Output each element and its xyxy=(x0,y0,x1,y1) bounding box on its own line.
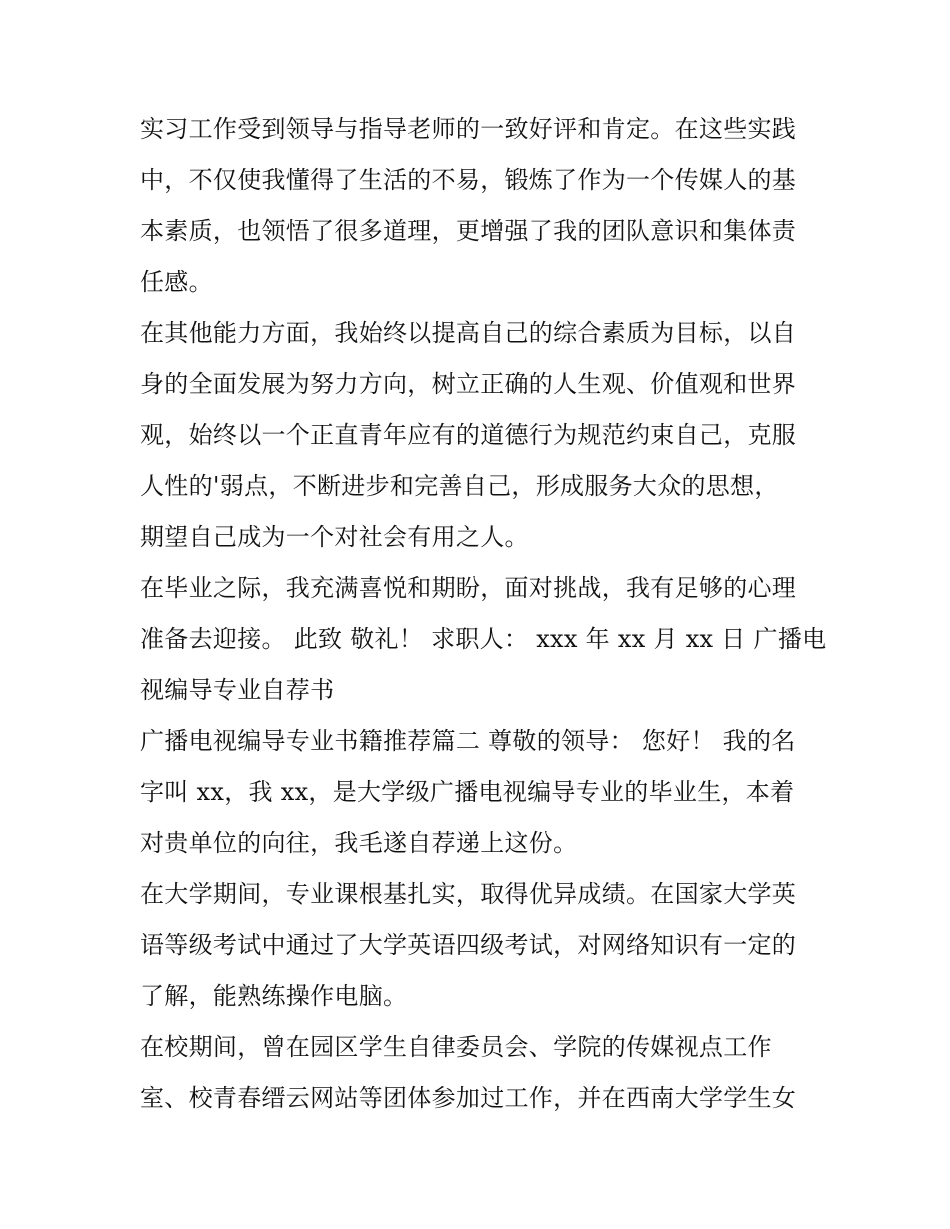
text-line: 视编导专业自荐书 xyxy=(140,676,335,704)
text-line: 在校期间，曾在园区学生自律委员会、学院的传媒视点工作 xyxy=(140,1033,772,1061)
text-line: 任感。 xyxy=(140,268,213,296)
text-line: 人性的'弱点，不断进步和完善自己，形成服务大众的思想， xyxy=(140,472,779,500)
text-line: 室、校青春缙云网站等团体参加过工作，并在西南大学学生女 xyxy=(140,1084,797,1112)
text-line: 观，始终以一个正直青年应有的道德行为规范约束自己，克服 xyxy=(140,421,797,449)
text-line: 期望自己成为一个对社会有用之人。 xyxy=(140,523,529,551)
text-line: 广播电视编导专业书籍推荐篇二 尊敬的领导： 您好！ 我的名 xyxy=(140,727,796,755)
text-line: 在毕业之际，我充满喜悦和期盼，面对挑战，我有足够的心理 xyxy=(140,574,797,602)
text-line: 字叫 xx，我 xx，是大学级广播电视编导专业的毕业生，本着 xyxy=(140,778,795,806)
text-line: 在大学期间，专业课根基扎实，取得优异成绩。在国家大学英 xyxy=(140,880,797,908)
text-line: 实习工作受到领导与指导老师的一致好评和肯定。在这些实践 xyxy=(140,115,797,143)
text-line: 了解，能熟练操作电脑。 xyxy=(140,982,408,1010)
text-line: 中，不仅使我懂得了生活的不易，锻炼了作为一个传媒人的基 xyxy=(140,166,797,194)
text-line: 身的全面发展为努力方向，树立正确的人生观、价值观和世界 xyxy=(140,370,797,398)
text-line: 在其他能力方面，我始终以提高自己的综合素质为目标，以自 xyxy=(140,319,797,347)
text-line: 语等级考试中通过了大学英语四级考试，对网络知识有一定的 xyxy=(140,931,797,959)
document-body xyxy=(140,104,827,1124)
text-line: 对贵单位的向往，我毛遂自荐递上这份。 xyxy=(140,829,578,857)
text-line: 准备去迎接。 此致 敬礼！ 求职人： xxx 年 xx 月 xx 日 广播电 xyxy=(140,625,827,653)
text-line: 本素质，也领悟了很多道理，更增强了我的团队意识和集体责 xyxy=(140,217,797,245)
